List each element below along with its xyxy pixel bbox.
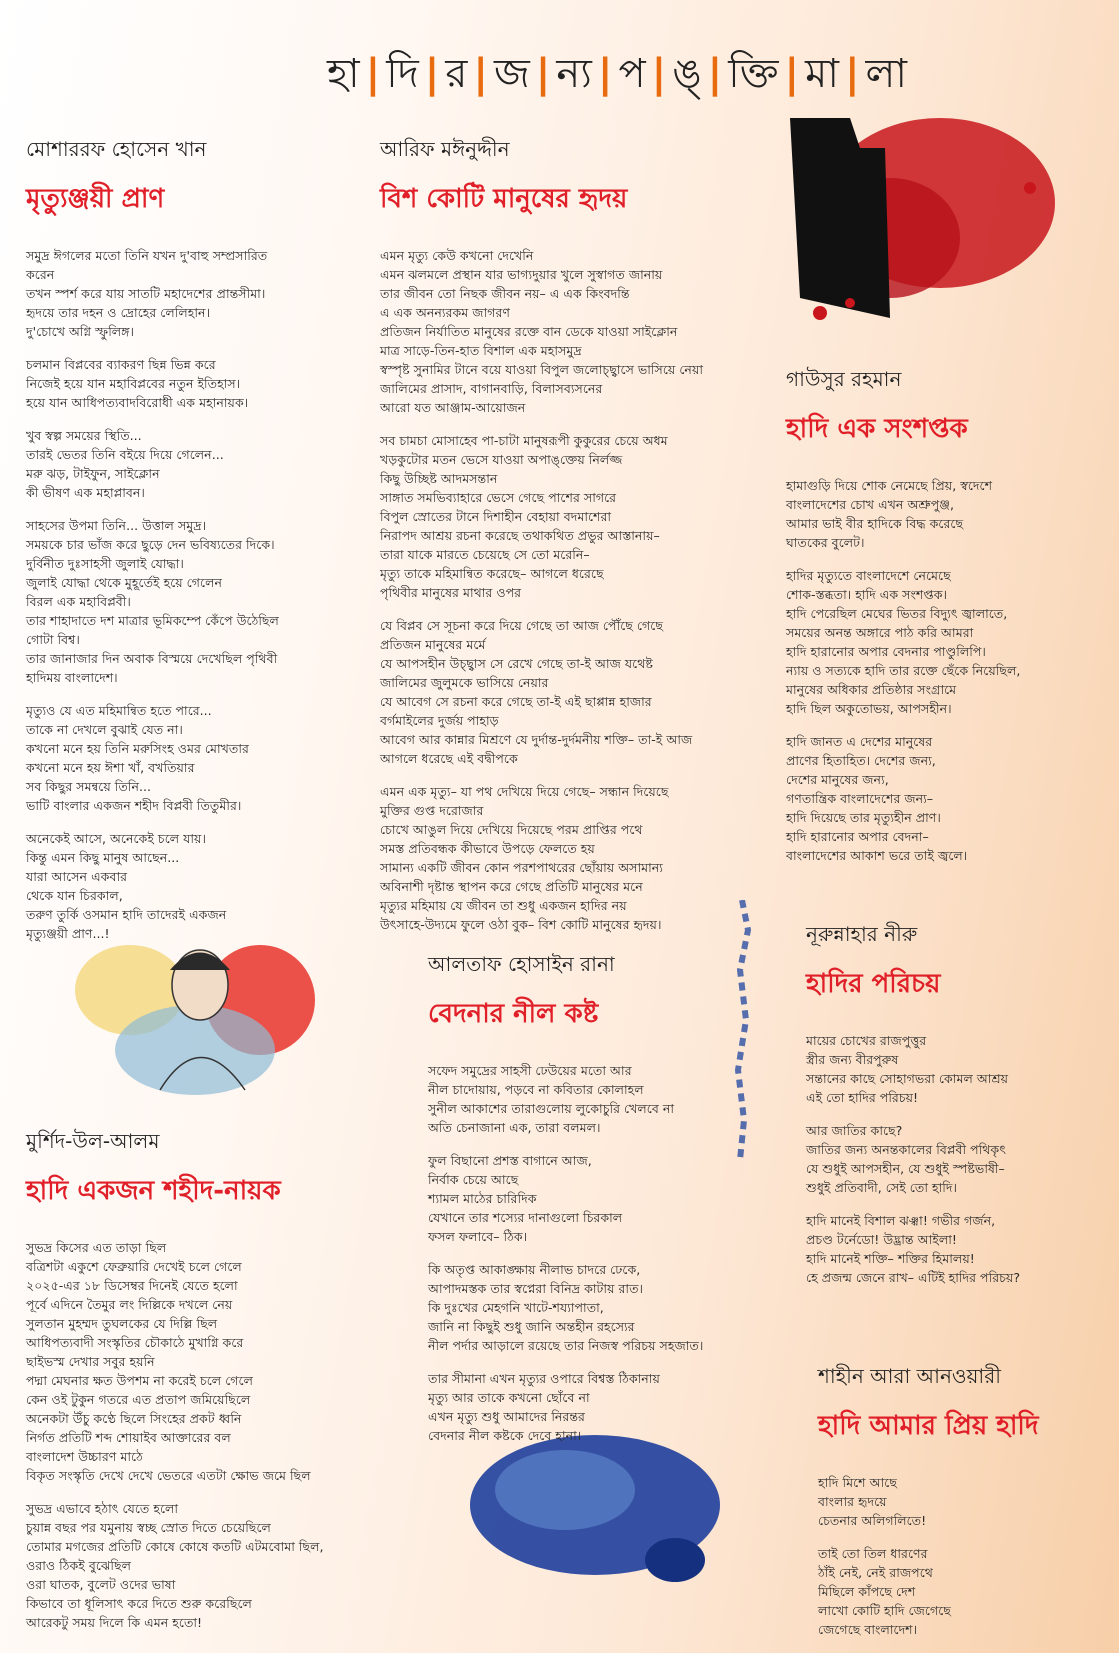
title-part: ক্তি [728,51,785,97]
poem-stanza: মায়ের চোখের রাজপুত্তুর স্ত্রীর জন্য বীরপুরুষ সন্তানের কাছে সোহাগভরা কোমল আশ্রয় এই তো হাদির পরিচয়! [806,1033,1009,1105]
poem-block [26,1127,416,1646]
title-part: দি [386,51,425,97]
poem-author: গাউসুর রহমান [786,367,902,391]
poem-stanza: তাই তো তিল ধারণের ঠাঁই নেই, নেই রাজপথে মিছিলে কাঁপছে দেশ লাখো কোটি হাদি জেগেছে জেগেছে বাংলাদেশ। [818,1546,951,1637]
poem-title: হাদি আমার প্রিয় হাদি [818,1411,1039,1441]
poem-stanza: মৃত্যুও যে এত মহিমান্বিত হতে পারে... তাকে না দেখলে বুঝাই যেত না। কখনো মনে হয় তিনি মরুসিংহ ওমর মোখতার কখনো মনে হয় ঈশা খাঁ, বখতিয়ার সব কিছুর সমন্বয়ে তিনি... ভাটি বাংলার একজন শহীদ বিপ্লবী তিতুমীর। [26,703,249,813]
title-part: ন্য [556,51,598,97]
poem-block [806,920,1086,1301]
poem-author: মুর্শিদ-উল-আলম [26,1129,160,1153]
poem-stanza: কি অতৃপ্ত আকাঙ্ক্ষায় নীলাভ চাদরে ঢেকে, আপাদমস্তক তার স্বপ্নেরা বিনিদ্র কাটায় রাত। কি দুঃখের মেহগনি খাটে-শয্যাপাতা, জানি না কিছুই শুধু জানি অন্তহীন রহস্যের নীল পর্দার আড়ালে রয়েছে তার নিজস্ব পরিচয় সহজাত। [428,1262,704,1353]
title-part: ঙ্ [672,51,708,97]
poem-stanza: সফেদ সমুদ্রের সাহসী ঢেউয়ের মতো আর নীল চাদোয়ায়, পড়বে না কবিতার কোলাহল সুনীল আকাশের তারাগুলোয় লুকোচুরি খেলবে না অতি চেনাজানা এক, তারা বলমল। [428,1063,675,1135]
poem-author: মোশাররফ হোসেন খান [26,137,207,161]
black-red-splash-art [790,118,1060,328]
poem-stanza: যে বিপ্লব সে সূচনা করে দিয়ে গেছে তা আজ পৌঁছে গেছে প্রতিজন মানুষের মর্মে যে আপসহীন উচ্ছ্বাস সে রেখে গেছে তা-ই আজ যথেষ্ট জালিমের জুলুমকে ভাসিয়ে নেয়ার যে আবেগ সে রচনা করে গেছে তা-ই এই ছাপ্পান্ন হাজার বর্গমাইলের দুর্জয় পাহাড় আবেগ আর কান্নার মিশ্রণে যে দুর্দান্ত-দুর্দমনীয় শক্তি– তা-ই আজ আগলে ধরেছে এই বদ্বীপকে [380,618,693,766]
poem-stanza: সুভদ্র কিসের এত তাড়া ছিল বত্রিশটা একুশে ফেব্রুয়ারি দেখেই চলে গেলে ২০২৫-এর ১৮ ডিসেম্বর দিনেই যেতে হলো পূর্বে এদিনে তৈমুর লং দিল্লিকে দখলে নেয় সুলতান মুহম্মদ তুঘলকের যে দিল্লি ছিল আধিপত্যবাদী সংস্কৃতির চৌকাঠে মুখাগ্নি করে ছাইভস্ম দেখার সবুর হয়নি পদ্মা মেঘনার ক্ষত উপশম না করেই চলে গেলে কেন ওই টুকুন গতরে এত প্রতাপ জমিয়েছিলে অনেকটা উঁচু কণ্ঠে ছিলে সিংহের প্রকট ধ্বনি নির্গত প্রতিটি শব্দ শোয়াইব আক্তারের বল বাংলাদেশ উচ্চারণ মাঠে বিকৃত সংস্কৃতি দেখে দেখে ভেতরে এতটা ক্ষোভ জমে ছিল [26,1240,311,1483]
poem-stanza: সুভদ্র এভাবে হঠাৎ যেতে হলো চুয়ান্ন বছর পর যমুনায় স্বচ্ছ স্রোত দিতে চেয়েছিলে তোমার মগজের প্রতিটি কোষে কোষে কতটি এটমবোমা ছিল, ওরাও ঠিকই বুঝেছিল ওরা ঘাতক, বুলেট ওদের ভাষা কিভাবে তা ধূলিসাৎ করে দিতে শুরু করেছিলে আরেকটু সময় দিলে কি এমন হতো! [26,1501,324,1630]
poem-stanza: সমুদ্র ঈগলের মতো তিনি যখন দু'বাহু সম্প্রসারিত করেন তখন স্পর্শ করে যায় সাতটি মহাদেশের প্রান্তসীমা। হৃদয়ে তার দহন ও দ্রোহের লেলিহান। দু'চোখে অগ্নি স্ফুলিঙ্গ। [26,248,268,339]
poem-author: আরিফ মঈনুদ্দীন [380,137,510,161]
poem-stanza: এমন এক মৃত্যু– যা পথ দেখিয়ে দিয়ে গেছে– সন্ধান দিয়েছে মুক্তির গুপ্ত দরোজার চোখে আঙুল দিয়ে দেখিয়ে দিয়েছে পরম প্রাপ্তির পথে সমস্ত প্রতিবন্ধক কীভাবে উপড়ে ফেলতে হয় সামান্য একটি জীবন কোন পরশপাথরের ছোঁয়ায় অসামান্য অবিনাশী দৃষ্টান্ত স্থাপন করে গেছে প্রতিটি মানুষের মনে মৃত্যুর মহিমায় যে জীবন তা শুধু একজন হাদির নয় উৎসাহে-উদ্যমে ফুলে ওঠা বুক– বিশ কোটি মানুষের হৃদয়। [380,784,669,932]
poem-title: হাদি একজন শহীদ-নায়ক [26,1176,281,1206]
poem-block [786,365,1086,879]
poem-title: হাদির পরিচয় [806,969,941,999]
poem-stanza: আর জাতির কাছে? জাতির জন্য অনন্তকালের বিপ্লবী পথিকৃৎ যে শুধুই আপসহীন, যে শুধুই স্পষ্টভাষী– শুধুই প্রতিবাদী, সেই তো হাদি। [806,1123,1006,1195]
poem-title: মৃত্যুঞ্জয়ী প্রাণ [26,184,165,214]
poem-author: শাহীন আরা আনওয়ারী [818,1364,1001,1388]
poem-title: হাদি এক সংশপ্তক [786,414,968,444]
poem-title: বিশ কোটি মানুষের হৃদয় [380,184,628,214]
poem-stanza: এমন মৃত্যু কেউ কখনো দেখেনি এমন ঝলমলে প্রস্থান যার ভাগ্যদুয়ার খুলে সুস্বাগত জানায় তার জীবন তো নিছক জীবন নয়– এ এক কিংবদন্তি এ এক অনন্যরকম জাগরণ প্রতিজন নির্যাতিত মানুষের রক্তে বান ডেকে যাওয়া সাইক্লোন মাত্র সাড়ে-তিন-হাত বিশাল এক মহাসমুদ্র স্বস্পৃষ্ট সুনামির টানে বয়ে যাওয়া বিপুল জলোচ্ছ্বাসে ভাসিয়ে নেয়া জালিমের প্রাসাদ, বাগানবাড়ি, বিলাসব্যসনের আরো যত আঞ্জাম-আয়োজন [380,248,704,415]
poem-stanza: খুব স্বল্প সময়ের স্থিতি... তারই ভেতর তিনি বইয়ে দিয়ে গেলেন... মরু ঝড়, টাইফুন, সাইক্লোন কী ভীষণ এক মহাপ্লাবন। [26,428,224,500]
poem-stanza: হাদির মৃত্যুতে বাংলাদেশে নেমেছে শোক-স্তব্ধতা। হাদি এক সংশপ্তক। হাদি পেরেছিল মেঘের ভিতর বিদ্যুৎ জ্বালাতে, সময়ের অনন্ত অঙ্গারে পাঠ করি আমরা হাদি হারানোর অপার বেদনার পাণ্ডুলিপি। ন্যায় ও সত্যকে হাদি তার রক্তে ছেঁকে নিয়েছিল, মানুষের অধিকার প্রতিষ্ঠার সংগ্রামে হাদি ছিল অকুতোভয়, আপসহীন। [786,568,1021,716]
poem-block [26,135,356,957]
poem-stanza: হাদি জানত এ দেশের মানুষের প্রাণের হিতাহিত। দেশের জন্য, দেশের মানুষের জন্য, গণতান্ত্রিক বাংলাদেশের জন্য– হাদি দিয়েছে তার মৃত্যুহীন প্রাণ। হাদি হারানোর অপার বেদনা– বাংলাদেশের আকাশ ভরে তাই জ্বলে। [786,734,968,863]
poem-author: আলতাফ হোসাইন রানা [428,952,615,976]
poem-block [428,950,758,1459]
poem-stanza: ফুল বিছানো প্রশস্ত বাগানে আজ, নির্বাক চেয়ে আছে শ্যামল মাঠের চারিদিক যেখানে তার শস্যের দানাগুলো চিরকাল ফসল ফলাবে– ঠিক। [428,1153,623,1244]
poem-stanza: সাহসের উপমা তিনি... উত্তাল সমুদ্র। সময়কে চার ভাঁজ করে ছুড়ে দেন ভবিষ্যতের দিকে। দুর্বিনীত দুঃসাহসী জুলাই যোদ্ধা। জুলাই যোদ্ধা থেকে মুহূর্তেই হয়ে গেলেন বিরল এক মহাবিপ্লবী। তার শাহাদাতে দশ মাত্রার ভূমিকম্পে কেঁপে উঠেছিল গোটা বিশ্ব। তার জানাজার দিন অবাক বিস্ময়ে দেখেছিল পৃথিবী হাদিময় বাংলাদেশ। [26,518,279,685]
title-part: র [445,51,474,97]
title-part: হা [327,51,366,97]
poem-title: বেদনার নীল কষ্ট [428,999,599,1029]
poem-stanza: হামাগুড়ি দিয়ে শোক নেমেছে প্রিয়, স্বদেশে বাংলাদেশের চোখ এখন অশ্রুপুঞ্জ, আমার ভাই বীর হাদিকে বিদ্ধ করেছে ঘাতকের বুলেট। [786,478,993,550]
poem-stanza: তার সীমানা এখন মৃত্যুর ওপারে বিশ্বস্ত ঠিকানায় মৃত্যু আর তাকে কখনো ছোঁবে না এখন মৃত্যু শুধু আমাদের নিরন্তর বেদনার নীল কষ্টকে দেবে হানা। [428,1371,660,1443]
poem-author: নূরুন্নাহার নীরু [806,922,918,946]
page-title: হা|দি|র|জ|ন্য|প|ঙ্|ক্তি|মা|লা [327,51,913,97]
poem-block [380,135,740,948]
title-part: মা [805,51,845,97]
poem-block [818,1362,1098,1653]
poem-stanza: হাদি মিশে আছে বাংলার হৃদয়ে চেতনার অলিগলিতে! [818,1475,927,1528]
poem-stanza: হাদি মানেই বিশাল ঝঞ্ঝা! গভীর গর্জন, প্রচণ্ড টর্নেডো! উদ্ভ্রান্ত আইলা! হাদি মানেই শক্তি– শক্তির হিমালয়! হে প্রজন্ম জেনে রাখ– এটিই হাদির পরিচয়? [806,1213,1021,1285]
poem-stanza: সব চামচা মোসাহেব পা-চাটা মানুষরূপী কুকুরের চেয়ে অধম খড়কুটোর মতন ভেসে যাওয়া অপাঙ্‌ক্তেয় নির্লজ্জ কিছু উচ্ছিষ্ট আদমসন্তান সাঙ্গাত সমভিব্যাহারে ভেসে গেছে পাশের সাগরে বিপুল স্রোতের টানে দিশাহীন বেহায়া বদমাশেরা নিরাপদ আশ্রয় রচনা করেছে তথাকথিত প্রভুর আস্তানায়– তারা যাকে মারতে চেয়েছে সে তো মরেনি– মৃত্যু তাকে মহিমান্বিত করেছে– আগলে ধরেছে পৃথিবীর মানুষের মাথার ওপর [380,433,668,600]
title-part: প [618,51,652,97]
title-part: লা [865,51,913,97]
poem-stanza: চলমান বিপ্লবের ব্যাকরণ ছিন্ন ভিন্ন করে নিজেই হয়ে যান মহাবিপ্লবের নতুন ইতিহাস। হয়ে যান আধিপত্যবাদবিরোধী এক মহানায়ক। [26,357,249,410]
poem-stanza: অনেকেই আসে, অনেকেই চলে যায়। কিন্তু এমন কিছু মানুষ আছেন... যারা আসেন একবার থেকে যান চিরকাল, তরুণ তুর্কি ওসমান হাদি তাদেরই একজন মৃত্যুঞ্জয়ী প্রাণ...! [26,831,227,941]
title-part: জ [493,51,536,97]
